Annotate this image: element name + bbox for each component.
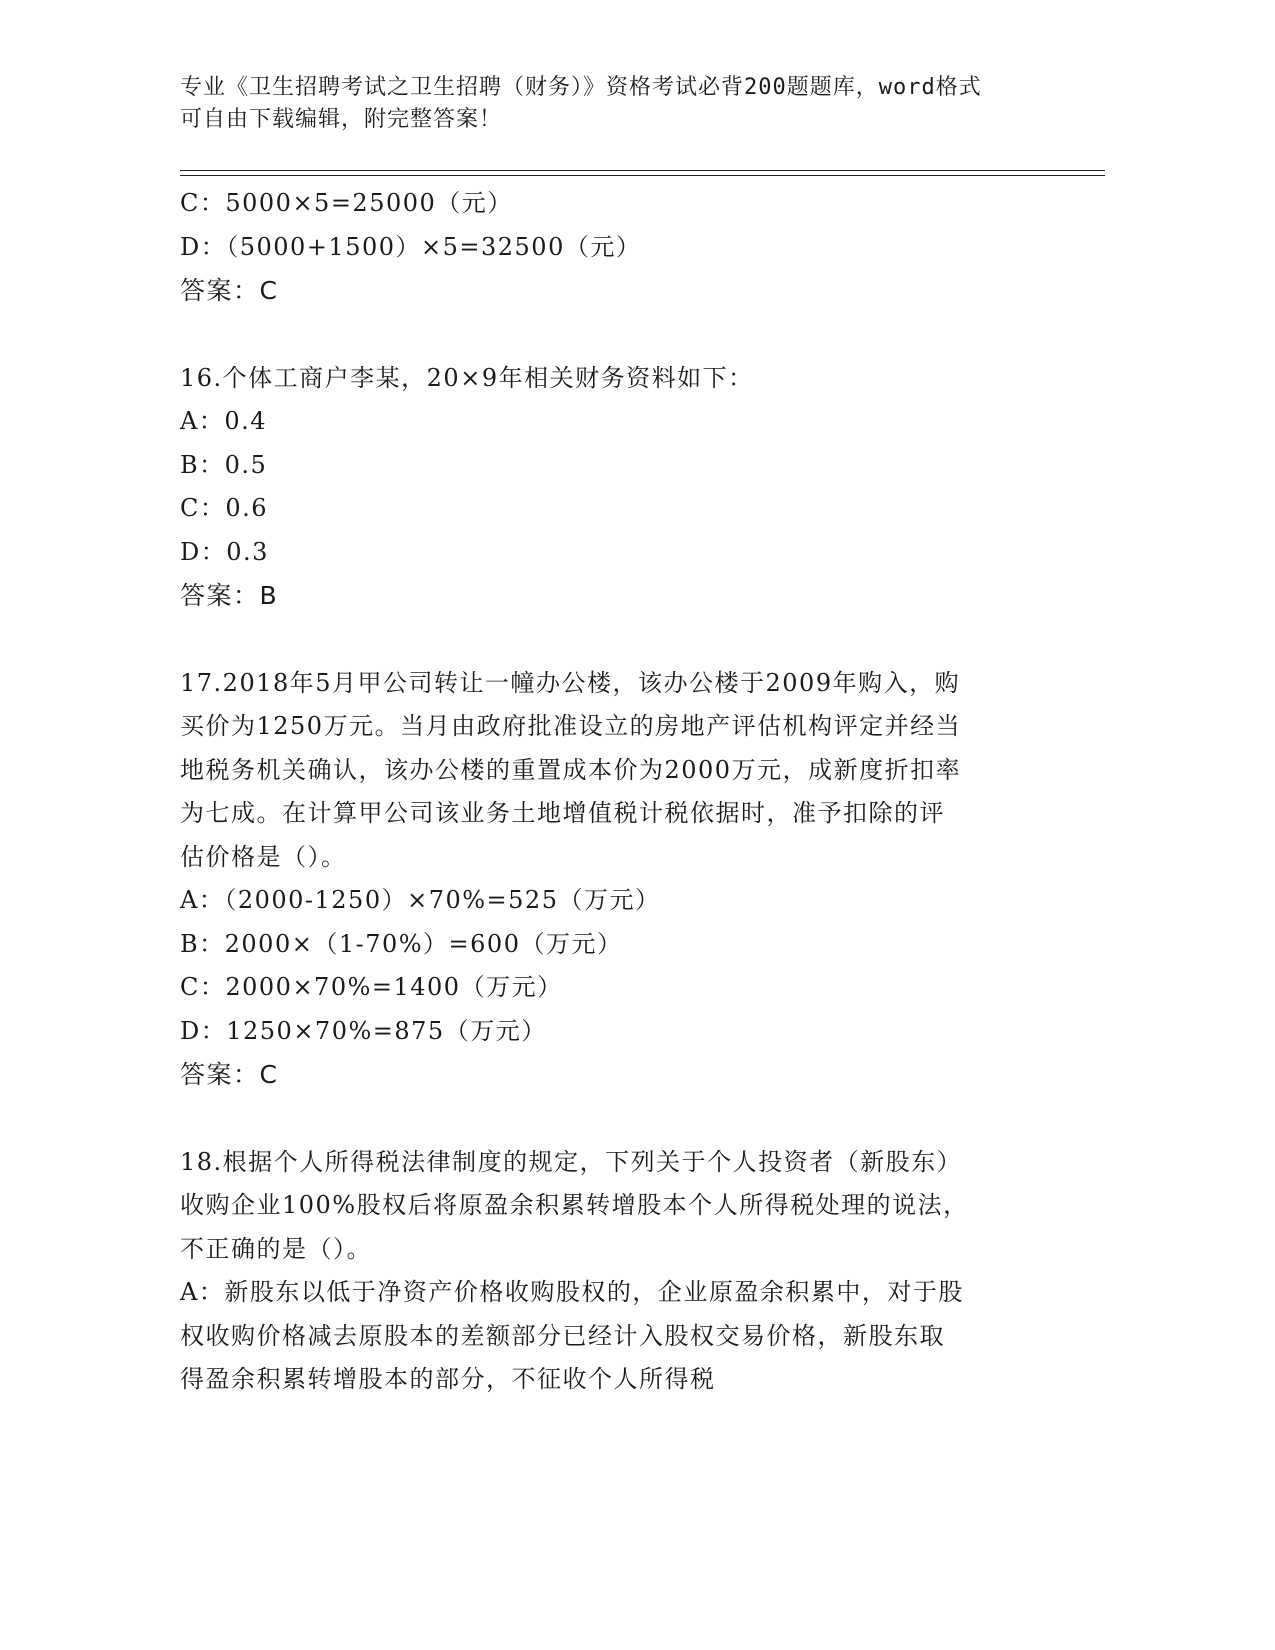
question-15-tail (180, 182, 1060, 313)
option-a: A：0.4 (180, 407, 267, 435)
document-body (180, 182, 1060, 1402)
option-a-line-1: A：新股东以低于净资产价格收购股权的，企业原盈余积累中，对于股 (180, 1278, 964, 1306)
option-d: D：（5000+1500）×5=32500（元） (180, 232, 642, 261)
option-c: C：5000×5=25000（元） (180, 189, 513, 217)
document-header (180, 72, 1060, 136)
answer-line: 答案：C (180, 1060, 279, 1089)
question-stem-line-2: 买价为1250万元。当月由政府批准设立的房地产评估机构评定并经当 (180, 712, 962, 740)
option-d: D：1250×70%=875（万元） (180, 1016, 547, 1045)
header-line-1: 专业《卫生招聘考试之卫生招聘（财务）》资格考试必背200题题库，word格式 (180, 75, 982, 100)
option-d: D：0.3 (180, 537, 269, 566)
option-b: B：2000×（1-70%）=600（万元） (180, 929, 623, 958)
option-a: A：（2000-1250）×70%=525（万元） (180, 886, 661, 914)
question-stem-line-3: 不正确的是（）。 (180, 1234, 372, 1263)
header-rule-top (180, 170, 1105, 171)
header-line-2: 可自由下载编辑，附完整答案！ (180, 107, 503, 132)
question-stem-line-1: 17.2018年5月甲公司转让一幢办公楼，该办公楼于2009年购入，购 (180, 668, 961, 697)
question-stem-line-3: 地税务机关确认，该办公楼的重置成本价为2000万元，成新度折扣率 (180, 755, 962, 784)
option-c: C：2000×70%=1400（万元） (180, 973, 563, 1001)
question-stem-line-5: 估价格是（）。 (180, 842, 347, 871)
answer-line: 答案：C (180, 276, 279, 305)
question-18 (180, 1141, 1060, 1402)
option-a-line-3: 得盈余积累转增股本的部分，不征收个人所得税 (180, 1365, 716, 1393)
option-c: C：0.6 (180, 494, 269, 522)
question-stem: 16.个体工商户李某，20×9年相关财务资料如下： (180, 363, 754, 392)
answer-line: 答案：B (180, 581, 279, 610)
question-stem-line-4: 为七成。在计算甲公司该业务土地增值税计税依据时，准予扣除的评 (180, 799, 945, 827)
header-rule-bottom (180, 175, 1105, 176)
question-17 (180, 662, 1060, 1097)
question-16 (180, 357, 1060, 618)
option-b: B：0.5 (180, 450, 268, 479)
option-a-line-2: 权收购价格减去原股本的差额部分已经计入股权交易价格，新股东取 (180, 1321, 945, 1350)
question-stem-line-2: 收购企业100%股权后将原盈余积累转增股本个人所得税处理的说法， (180, 1191, 969, 1219)
question-stem-line-1: 18.根据个人所得税法律制度的规定，下列关于个人投资者（新股东） (180, 1147, 963, 1176)
